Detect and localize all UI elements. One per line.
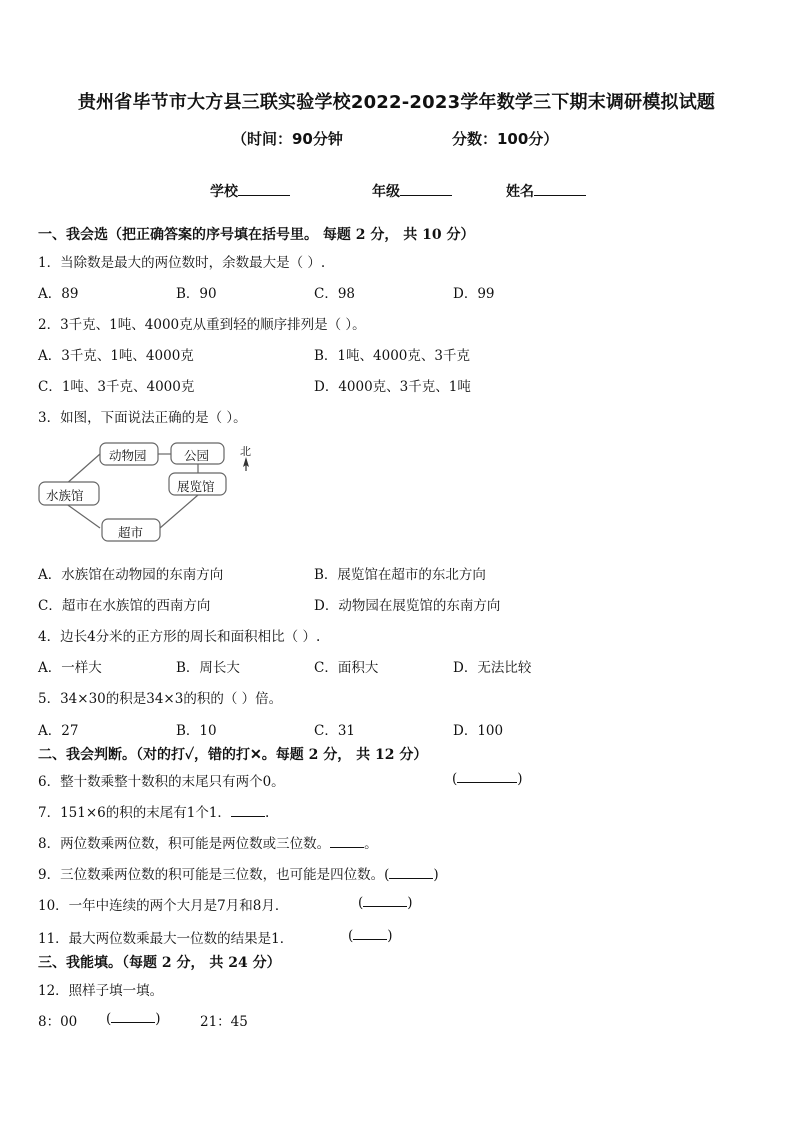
exam-title: 贵州省毕节市大方县三联实验学校2022-2023学年数学三下期末调研模拟试题: [77, 92, 716, 113]
q3-option-c[interactable]: C．超市在水族馆的西南方向: [38, 598, 211, 614]
q5-option-b[interactable]: B．10: [176, 723, 217, 739]
north-label: 北: [240, 445, 251, 458]
q3-option-a[interactable]: A．水族馆在动物园的东南方向: [38, 567, 224, 583]
q8-answer-blank[interactable]: [330, 835, 364, 848]
school-blank[interactable]: [238, 181, 290, 196]
q4-option-d[interactable]: D．无法比较: [453, 660, 532, 676]
question-2: 2．3千克、1吨、4000克从重到轻的顺序排列是（ ）。: [38, 317, 366, 333]
question-6: 6．整十数乘整十数积的末尾只有两个0。: [38, 774, 285, 790]
grade-field: [372, 181, 452, 201]
supermarket-label: 超市: [118, 525, 144, 540]
q12-time-left: 8：00: [38, 1014, 78, 1030]
north-arrow-icon: [243, 457, 249, 471]
q1-option-c[interactable]: C．98: [314, 286, 356, 302]
section1-heading: 一、我会选（把正确答案的序号填在括号里。 每题 2 分， 共 10 分）: [38, 227, 475, 243]
q11-answer-blank[interactable]: ( ): [348, 928, 393, 944]
q2-option-d[interactable]: D．4000克、3千克、1吨: [314, 379, 471, 395]
q2-option-a[interactable]: A．3千克、1吨、4000克: [38, 348, 194, 364]
q6-answer-blank[interactable]: ( ): [452, 771, 523, 787]
zoo-label: 动物园: [109, 448, 147, 463]
q12-answer-blank[interactable]: ( ): [106, 1011, 161, 1027]
question-1: 1．当除数是最大的两位数时，余数最大是（ ）.: [38, 255, 326, 271]
question-10: 10．一年中连续的两个大月是7月和8月．: [38, 898, 289, 914]
q2-option-c[interactable]: C．1吨、3千克、4000克: [38, 379, 195, 395]
section3-heading: 三、我能填。（每题 2 分， 共 24 分）: [38, 955, 281, 971]
q5-option-c[interactable]: C．31: [314, 723, 356, 739]
q5-option-a[interactable]: A．27: [38, 723, 79, 739]
question-8: 8．两位数乘两位数，积可能是两位数或三位数。 。: [38, 836, 378, 852]
q10-answer-blank[interactable]: ( ): [358, 895, 413, 911]
q7-answer-blank[interactable]: [231, 804, 265, 817]
question-11: 11．最大两位数乘最大一位数的结果是1．: [38, 931, 294, 947]
question-4: 4．边长4分米的正方形的周长和面积相比（ ）.: [38, 629, 321, 645]
map-diagram: [38, 440, 268, 548]
question-9: 9．三位数乘两位数的积可能是三位数，也可能是四位数。( ): [38, 867, 439, 883]
section2-heading: 二、我会判断。（对的打✓，错的打✕。每题 2 分， 共 12 分）: [38, 747, 428, 763]
q8-text: 8．两位数乘两位数，积可能是两位数或三位数。: [38, 836, 331, 852]
question-12: 12．照样子填一填。: [38, 983, 164, 999]
question-5: 5．34×30的积是34×3的积的（ ）倍。: [38, 691, 283, 707]
question-7: 7．151×6的积的末尾有1个1． .: [38, 805, 270, 821]
question-3: 3．如图，下面说法正确的是（ ）。: [38, 410, 247, 426]
q4-option-b[interactable]: B．周长大: [176, 660, 240, 676]
q3-option-b[interactable]: B．展览馆在超市的东北方向: [314, 567, 486, 583]
total-score: 分数：100分）: [452, 130, 559, 148]
grade-label: 年级: [372, 184, 400, 200]
q12-time-right: 21：45: [200, 1014, 248, 1030]
q4-option-c[interactable]: C．面积大: [314, 660, 379, 676]
time-limit: （时间：90分钟: [232, 130, 343, 148]
grade-blank[interactable]: [400, 181, 452, 196]
school-field: [210, 181, 290, 201]
name-field: [506, 181, 586, 201]
q1-option-d[interactable]: D．99: [453, 286, 495, 302]
q9-answer-blank[interactable]: [389, 866, 433, 879]
q9-text: 9．三位数乘两位数的积可能是三位数，也可能是四位数。: [38, 867, 385, 883]
park-label: 公园: [184, 448, 210, 463]
q2-option-b[interactable]: B．1吨、4000克、3千克: [314, 348, 470, 364]
q1-option-b[interactable]: B．90: [176, 286, 217, 302]
name-label: 姓名: [506, 184, 534, 200]
aquarium-label: 水族馆: [46, 488, 84, 503]
exhibition-label: 展览馆: [177, 479, 215, 494]
school-label: 学校: [210, 184, 238, 200]
q7-text: 7．151×6的积的末尾有1个1．: [38, 805, 231, 821]
q1-option-a[interactable]: A．89: [38, 286, 79, 302]
q4-option-a[interactable]: A．一样大: [38, 660, 102, 676]
q5-option-d[interactable]: D．100: [453, 723, 504, 739]
name-blank[interactable]: [534, 181, 586, 196]
q3-option-d[interactable]: D．动物园在展览馆的东南方向: [314, 598, 501, 614]
